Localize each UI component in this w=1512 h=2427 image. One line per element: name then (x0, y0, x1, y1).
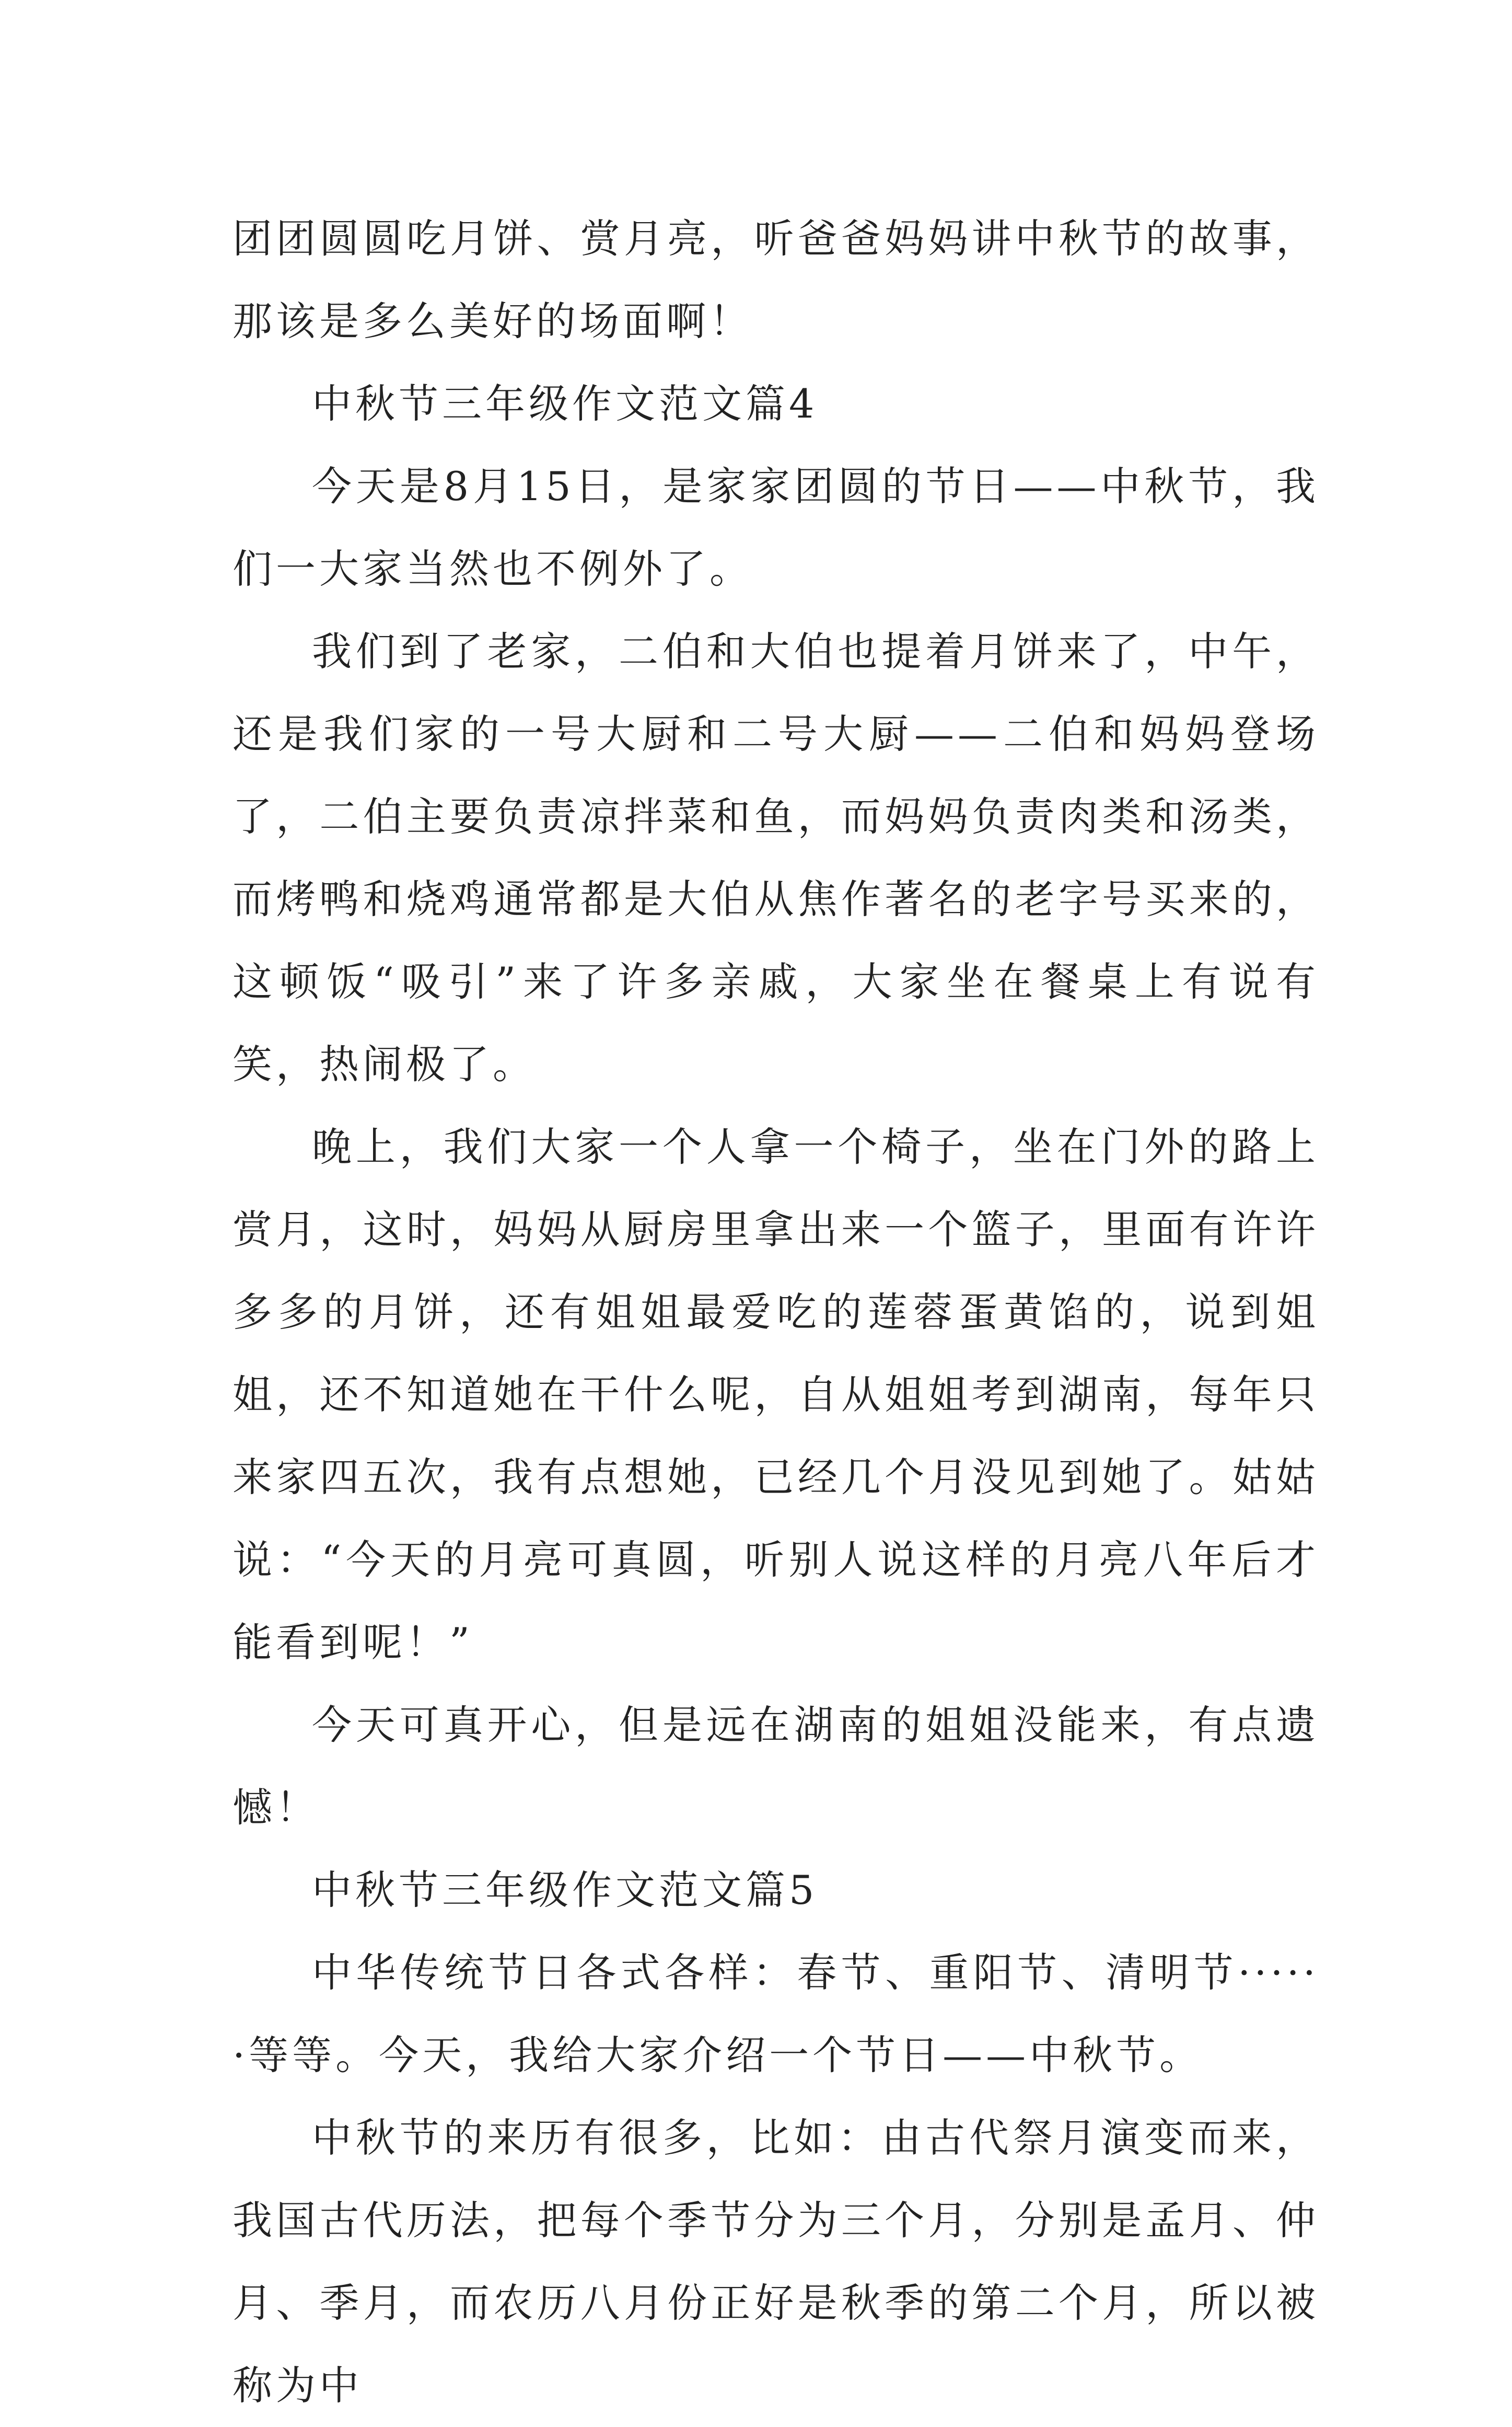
paragraph: 中华传统节日各式各样：春节、重阳节、清明节······等等。今天，我给大家介绍一个节日——中秋节。 (232, 1949, 1319, 2078)
document-body (232, 198, 1319, 2427)
paragraph: 我们到了老家，二伯和大伯也提着月饼来了，中午，还是我们家的一号大厨和二号大厨——二伯和妈妈登场了，二伯主要负责凉拌菜和鱼，而妈妈负责肉类和汤类，而烤鸭和烧鸡通常都是大伯从焦作著名的老字号买来的，这顿饭“吸引”来了许多亲戚，大家坐在餐桌上有说有笑，热闹极了。 (232, 628, 1319, 1088)
paragraph: 今天是8月15日，是家家团圆的节日——中秋节，我们一大家当然也不例外了。 (232, 463, 1319, 592)
paragraph: 晚上，我们大家一个人拿一个椅子，坐在门外的路上赏月，这时，妈妈从厨房里拿出来一个篮子，里面有许许多多的月饼，还有姐姐最爱吃的莲蓉蛋黄馅的，说到姐姐，还不知道她在干什么呢，自从姐姐考到湖南，每年只来家四五次，我有点想她，已经几个月没见到她了。姑姑说：“今天的月亮可真圆，听别人说这样的月亮八年后才能看到呢！” (232, 1124, 1319, 1666)
section-heading: 中秋节三年级作文范文篇4 (312, 380, 818, 427)
paragraph: 今天可真开心，但是远在湖南的姐姐没能来，有点遗憾！ (232, 1702, 1319, 1831)
paragraph: 中秋节的来历有很多，比如：由古代祭月演变而来，我国古代历法，把每个季节分为三个月，分别是孟月、仲月、季月，而农历八月份正好是秋季的第二个月，所以被称为中 (232, 2114, 1319, 2409)
paragraph: 团团圆圆吃月饼、赏月亮，听爸爸妈妈讲中秋节的故事，那该是多么美好的场面啊！ (232, 215, 1319, 344)
section-heading: 中秋节三年级作文范文篇5 (312, 1867, 818, 1913)
